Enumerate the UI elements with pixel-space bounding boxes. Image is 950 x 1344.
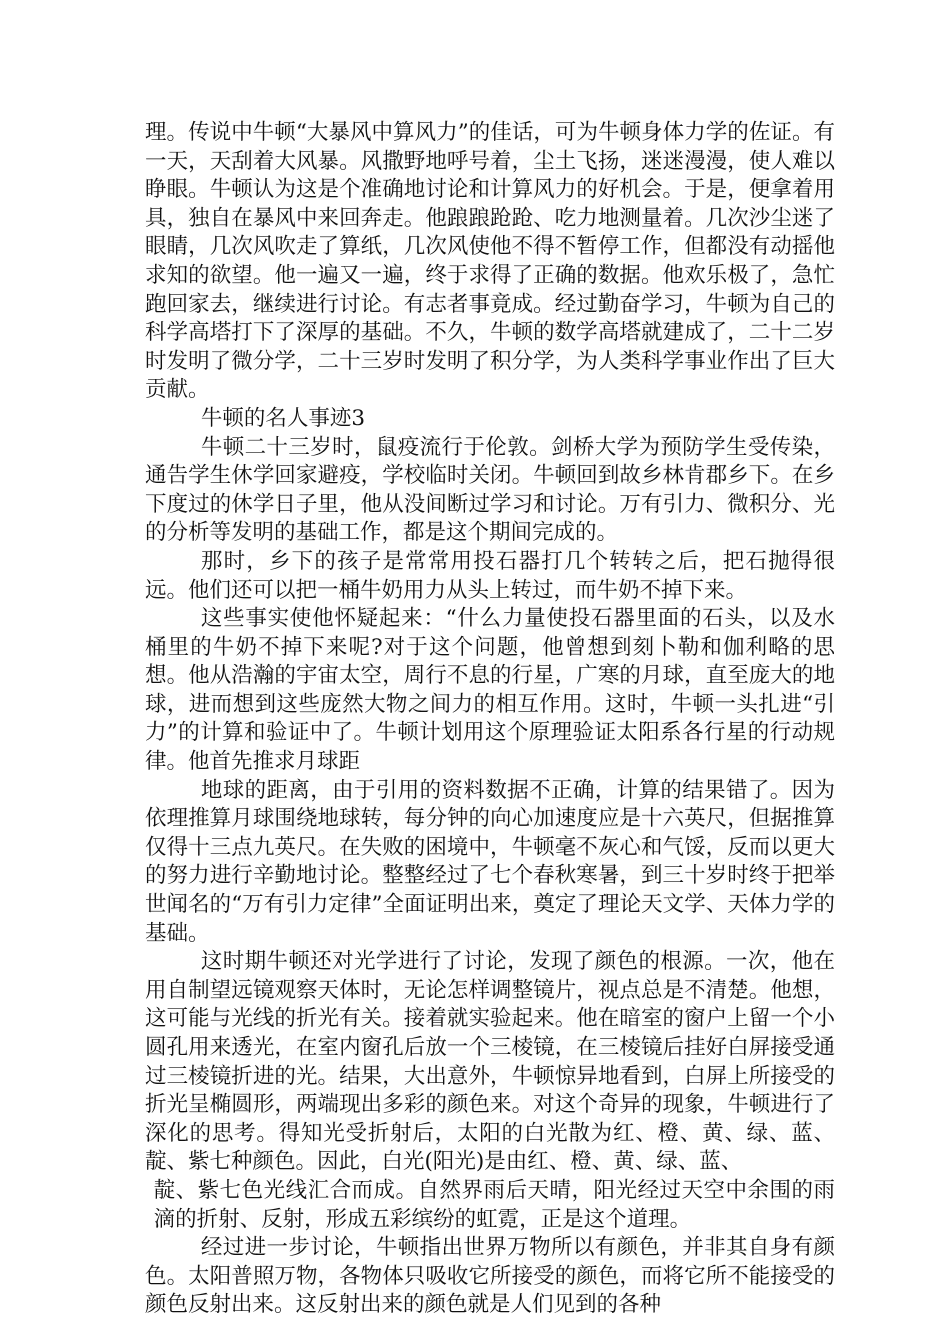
paragraph-village-children: 那时，乡下的孩子是常常用投石器打几个转转之后，把石抛得很远。他们还可以把一桶牛奶用力从头上转过，而牛奶不掉下来。 [145,548,835,603]
section-heading: 牛顿的名人事迹3 [200,405,366,431]
paragraph-moon-distance: 地球的距离，由于引用的资料数据不正确，计算的结果错了。因为依理推算月球围绕地球转，每分钟的向心加速度应是十六英尺，但据推算仅得十三点九英尺。在失败的困境中，牛顿毫不灰心和气馁，反而以更大的努力进行辛勤地讨论。整整经过了七个春秋寒暑，到三十岁时终于把举世闻名的“万有引力定律”全面证明出来，奠定了理论天文学、天体力学的基础。 [145,777,835,946]
document-page [145,119,835,1320]
paragraph-optics: 这时期牛顿还对光学进行了讨论，发现了颜色的根源。一次，他在用自制望远镜观察天体时，无论怎样调整镜片，视点总是不清楚。他想，这可能与光线的折光有关。接着就实验起来。他在暗室的窗户上留一个小圆孔用来透光，在室内窗孔后放一个三棱镜，在三棱镜后挂好白屏接受通过三棱镜折进的光。结果，大出意外，牛顿惊异地看到，白屏上所接受的折光呈椭圆形，两端现出多彩的颜色来。对这个奇异的现象，牛顿进行了深化的思考。得知光受折射后，太阳的白光散为红、橙、黄、绿、蓝、靛、紫七种颜色。因此，白光(阳光)是由红、橙、黄、绿、蓝、 [145,949,835,1175]
paragraph-plague: 牛顿二十三岁时，鼠疫流行于伦敦。剑桥大学为预防学生受传染，通告学生休学回家避疫，学校临时关闭。牛顿回到故乡林肯郡乡下。在乡下度过的休学日子里，他从没间断过学习和讨论。万有引力、微积分、光的分析等发明的基础工作，都是这个期间完成的。 [145,434,835,546]
paragraph-wind-story: 理。传说中牛顿“大暴风中算风力”的佳话，可为牛顿身体力学的佐证。有一天，天刮着大风暴。风撒野地呼号着，尘土飞扬，迷迷漫漫，使人难以睁眼。牛顿认为这是个准确地讨论和计算风力的好机会。于是，便拿着用具，独自在暴风中来回奔走。他踉踉跄跄、吃力地测量着。几次沙尘迷了眼睛，几次风吹走了算纸，几次风使他不得不暂停工作，但都没有动摇他求知的欲望。他一遍又一遍，终于求得了正确的数据。他欢乐极了，急忙跑回家去，继续进行讨论。有志者事竟成。经过勤奋学习，牛顿为自己的科学高塔打下了深厚的基础。不久，牛顿的数学高塔就建成了，二十二岁时发明了微分学，二十三岁时发明了积分学，为人类科学事业作出了巨大贡献。 [145,120,835,403]
paragraph-rainbow: 靛、紫七色光线汇合而成。自然界雨后天晴，阳光经过天空中余围的雨滴的折射、反射，形成五彩缤纷的虹霓，正是这个道理。 [153,1177,835,1232]
paragraph-gravity-question: 这些事实使他怀疑起来：“什么力量使投石器里面的石头，以及水桶里的牛奶不掉下来呢?对于这个问题，他曾想到刻卜勒和伽利略的思想。他从浩瀚的宇宙太空，周行不息的行星，广寒的月球，直至庞大的地球，进而想到这些庞然大物之间力的相互作用。这时，牛顿一头扎进“引力”的计算和验证中了。牛顿计划用这个原理验证太阳系各行星的行动规律。他首先推求月球距 [145,606,835,775]
paragraph-object-colors: 经过进一步讨论，牛顿指出世界万物所以有颜色，并非其自身有颜色。太阳普照万物，各物体只吸收它所接受的颜色，而将它所不能接受的颜色反射出来。这反射出来的颜色就是人们见到的各种 [145,1235,835,1318]
